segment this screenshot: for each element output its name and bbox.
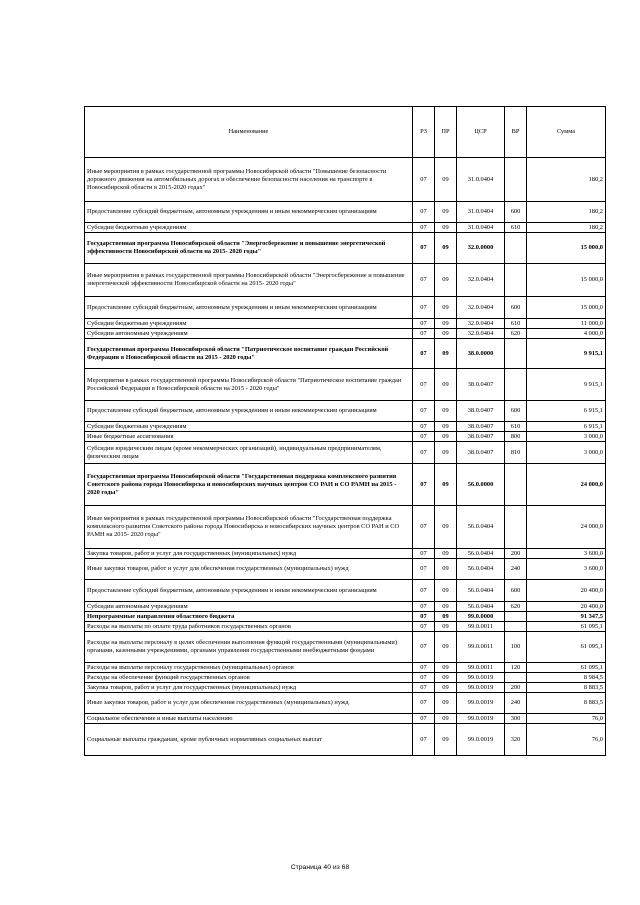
row-vr-cell [505, 369, 527, 401]
header-row [85, 107, 606, 158]
table-row [85, 673, 606, 683]
row-pr-cell: 09 [435, 233, 457, 264]
table-row [85, 549, 606, 559]
row-sum-cell: 9 915,1 [527, 369, 606, 401]
row-rz-cell: 07 [413, 158, 435, 202]
row-name-cell: Социальное обеспечение и иные выплаты населению [85, 714, 413, 724]
row-rz-cell: 07 [413, 549, 435, 559]
table-row [85, 432, 606, 442]
row-sum-cell: 6 915,1 [527, 401, 606, 422]
header-name: Наименование [85, 107, 413, 158]
row-name-cell: Непрограммные направления областного бюджета [85, 612, 413, 622]
header-rz: РЗ [413, 107, 435, 158]
row-sum-cell: 3 000,0 [527, 432, 606, 442]
row-pr-cell: 09 [435, 339, 457, 369]
row-sum-cell: 61 095,1 [527, 622, 606, 632]
row-sum-cell: 180,2 [527, 158, 606, 202]
row-vr-cell: 610 [505, 223, 527, 233]
row-rz-cell: 07 [413, 724, 435, 756]
row-pr-cell: 09 [435, 559, 457, 580]
table-row [85, 602, 606, 612]
table-header [85, 107, 606, 158]
row-sum-cell: 76,0 [527, 714, 606, 724]
row-vr-cell [505, 264, 527, 297]
row-name-cell: Субсидии бюджетным учреждениям [85, 319, 413, 329]
row-rz-cell: 07 [413, 622, 435, 632]
row-vr-cell [505, 464, 527, 506]
row-csr-cell: 32.0.0404 [457, 329, 505, 339]
row-vr-cell [505, 673, 527, 683]
table-row [85, 632, 606, 663]
row-sum-cell: 6 915,1 [527, 422, 606, 432]
row-rz-cell: 07 [413, 632, 435, 663]
row-vr-cell [505, 339, 527, 369]
row-name-cell: Мероприятия в рамках государственной программы Новосибирской области "Патриотическое воспитание граждан Российской Федерации в Новосибирской области на 2015 - 2020 годы" [85, 369, 413, 401]
row-csr-cell: 31.0.0404 [457, 223, 505, 233]
row-csr-cell: 31.0.0404 [457, 202, 505, 223]
row-rz-cell: 07 [413, 264, 435, 297]
row-sum-cell: 3 600,0 [527, 559, 606, 580]
row-rz-cell: 07 [413, 422, 435, 432]
row-sum-cell: 61 095,1 [527, 632, 606, 663]
row-pr-cell: 09 [435, 401, 457, 422]
row-rz-cell: 07 [413, 464, 435, 506]
table-row [85, 442, 606, 464]
row-vr-cell: 600 [505, 297, 527, 319]
row-csr-cell: 32.0.0000 [457, 233, 505, 264]
table-row [85, 401, 606, 422]
row-csr-cell: 56.0.0404 [457, 602, 505, 612]
row-rz-cell: 07 [413, 297, 435, 319]
row-vr-cell: 800 [505, 432, 527, 442]
row-vr-cell: 610 [505, 319, 527, 329]
row-sum-cell: 15 000,0 [527, 233, 606, 264]
row-sum-cell: 61 095,1 [527, 663, 606, 673]
row-rz-cell: 07 [413, 602, 435, 612]
row-name-cell: Государственная программа Новосибирской области "Патриотическое воспитание граждан Российской Федерации в Новосибирской области на 2015 - 2020 годы" [85, 339, 413, 369]
row-csr-cell: 56.0.0000 [457, 464, 505, 506]
row-rz-cell: 07 [413, 612, 435, 622]
row-sum-cell: 9 915,1 [527, 339, 606, 369]
table-row [85, 724, 606, 756]
row-sum-cell: 11 000,0 [527, 319, 606, 329]
row-rz-cell: 07 [413, 432, 435, 442]
row-vr-cell: 240 [505, 693, 527, 714]
row-vr-cell: 320 [505, 724, 527, 756]
row-sum-cell: 4 000,0 [527, 329, 606, 339]
row-name-cell: Закупка товаров, работ и услуг для государственных (муниципальных) нужд [85, 683, 413, 693]
table-row [85, 506, 606, 549]
row-name-cell: Расходы на выплаты персоналу государственных (муниципальных) органов [85, 663, 413, 673]
row-vr-cell: 620 [505, 602, 527, 612]
header-vr: ВР [505, 107, 527, 158]
row-pr-cell: 09 [435, 264, 457, 297]
table-row [85, 683, 606, 693]
row-rz-cell: 07 [413, 559, 435, 580]
table-row [85, 622, 606, 632]
row-sum-cell: 24 000,0 [527, 506, 606, 549]
row-pr-cell: 09 [435, 369, 457, 401]
table-row [85, 158, 606, 202]
row-pr-cell: 09 [435, 506, 457, 549]
row-sum-cell: 180,2 [527, 223, 606, 233]
row-csr-cell: 56.0.0404 [457, 559, 505, 580]
row-name-cell: Иные закупки товаров, работ и услуг для обеспечения государственных (муниципальных) нужд [85, 559, 413, 580]
row-pr-cell: 09 [435, 442, 457, 464]
row-vr-cell: 240 [505, 559, 527, 580]
table-row [85, 223, 606, 233]
row-pr-cell: 09 [435, 663, 457, 673]
row-pr-cell: 09 [435, 549, 457, 559]
row-vr-cell: 810 [505, 442, 527, 464]
row-sum-cell: 91 347,5 [527, 612, 606, 622]
row-csr-cell: 38.0.0407 [457, 422, 505, 432]
row-pr-cell: 09 [435, 622, 457, 632]
row-sum-cell: 8 883,5 [527, 693, 606, 714]
row-vr-cell [505, 506, 527, 549]
row-pr-cell: 09 [435, 683, 457, 693]
table-row [85, 464, 606, 506]
row-name-cell: Предоставление субсидий бюджетным, автономным учреждениям и иным некоммерческим организациям [85, 580, 413, 602]
table-row [85, 693, 606, 714]
table-row [85, 422, 606, 432]
row-rz-cell: 07 [413, 329, 435, 339]
row-rz-cell: 07 [413, 693, 435, 714]
row-vr-cell: 610 [505, 422, 527, 432]
row-csr-cell: 32.0.0404 [457, 319, 505, 329]
row-pr-cell: 09 [435, 158, 457, 202]
row-csr-cell: 99.0.0011 [457, 663, 505, 673]
row-vr-cell: 120 [505, 663, 527, 673]
row-pr-cell: 09 [435, 319, 457, 329]
row-name-cell: Иные мероприятия в рамках государственной программы Новосибирской области "Повышение безопасности дорожного движения на автомобильных дорогах и обеспечение безопасности населения на транспорте в Новосибирской области в 2015-2020 годах" [85, 158, 413, 202]
row-sum-cell: 76,0 [527, 724, 606, 756]
row-sum-cell: 180,2 [527, 202, 606, 223]
row-name-cell: Иные мероприятия в рамках государственной программы Новосибирской области "Энергосбережение и повышение энергетической эффективности Новосибирской области на 2015- 2020 годы" [85, 264, 413, 297]
table-row [85, 329, 606, 339]
row-sum-cell: 3 600,0 [527, 549, 606, 559]
row-rz-cell: 07 [413, 223, 435, 233]
row-rz-cell: 07 [413, 714, 435, 724]
row-pr-cell: 09 [435, 714, 457, 724]
table-row [85, 663, 606, 673]
row-csr-cell: 56.0.0404 [457, 506, 505, 549]
row-rz-cell: 07 [413, 202, 435, 223]
table-row [85, 339, 606, 369]
row-name-cell: Расходы на обеспечение функций государственных органов [85, 673, 413, 683]
row-rz-cell: 07 [413, 442, 435, 464]
row-sum-cell: 20 400,0 [527, 602, 606, 612]
table-row [85, 202, 606, 223]
row-pr-cell: 09 [435, 580, 457, 602]
row-rz-cell: 07 [413, 369, 435, 401]
row-pr-cell: 09 [435, 432, 457, 442]
row-rz-cell: 07 [413, 663, 435, 673]
table-row [85, 714, 606, 724]
table-row [85, 233, 606, 264]
row-pr-cell: 09 [435, 422, 457, 432]
row-pr-cell: 09 [435, 329, 457, 339]
table-body [85, 158, 606, 756]
row-csr-cell: 99.0.0019 [457, 693, 505, 714]
row-rz-cell: 07 [413, 401, 435, 422]
row-csr-cell: 99.0.0011 [457, 632, 505, 663]
row-vr-cell [505, 158, 527, 202]
table-row [85, 297, 606, 319]
row-vr-cell: 200 [505, 549, 527, 559]
row-rz-cell: 07 [413, 580, 435, 602]
row-vr-cell: 600 [505, 401, 527, 422]
row-sum-cell: 15 000,0 [527, 297, 606, 319]
row-csr-cell: 99.0.0019 [457, 683, 505, 693]
row-name-cell: Закупка товаров, работ и услуг для государственных (муниципальных) нужд [85, 549, 413, 559]
row-pr-cell: 09 [435, 223, 457, 233]
row-vr-cell: 300 [505, 714, 527, 724]
table-row [85, 559, 606, 580]
row-csr-cell: 38.0.0407 [457, 432, 505, 442]
row-name-cell: Предоставление субсидий бюджетным, автономным учреждениям и иным некоммерческим организациям [85, 401, 413, 422]
table-row [85, 612, 606, 622]
row-sum-cell: 24 000,0 [527, 464, 606, 506]
row-pr-cell: 09 [435, 693, 457, 714]
table-row [85, 369, 606, 401]
row-csr-cell: 31.0.0404 [457, 158, 505, 202]
header-sum: Сумма [527, 107, 606, 158]
row-csr-cell: 38.0.0407 [457, 442, 505, 464]
row-vr-cell: 600 [505, 202, 527, 223]
table-row [85, 580, 606, 602]
row-name-cell: Расходы на выплаты по оплате труда работников государственных органов [85, 622, 413, 632]
row-csr-cell: 38.0.0407 [457, 369, 505, 401]
row-name-cell: Субсидии автономным учреждениям [85, 329, 413, 339]
row-pr-cell: 09 [435, 297, 457, 319]
row-pr-cell: 09 [435, 464, 457, 506]
row-csr-cell: 99.0.0019 [457, 673, 505, 683]
row-csr-cell: 99.0.0011 [457, 622, 505, 632]
row-name-cell: Государственная программа Новосибирской области "Энергосбережение и повышение энергетической эффективности Новосибирской области на 2015- 2020 годы" [85, 233, 413, 264]
row-vr-cell: 200 [505, 683, 527, 693]
row-pr-cell: 09 [435, 724, 457, 756]
row-csr-cell: 56.0.0404 [457, 549, 505, 559]
row-sum-cell: 8 984,5 [527, 673, 606, 683]
row-rz-cell: 07 [413, 683, 435, 693]
row-pr-cell: 09 [435, 612, 457, 622]
budget-table [84, 106, 606, 756]
row-sum-cell: 8 883,5 [527, 683, 606, 693]
row-name-cell: Государственная программа Новосибирской области "Государственная поддержка комплексного развития Советского района города Новосибирска и новосибирских научных центров СО РАН и СО РАМН на 2015 - 2020 годы" [85, 464, 413, 506]
row-csr-cell: 56.0.0404 [457, 580, 505, 602]
row-name-cell: Социальные выплаты гражданам, кроме публичных нормативных социальных выплат [85, 724, 413, 756]
row-vr-cell: 100 [505, 632, 527, 663]
row-csr-cell: 99.0.0019 [457, 714, 505, 724]
row-pr-cell: 09 [435, 673, 457, 683]
row-name-cell: Иные закупки товаров, работ и услуг для обеспечения государственных (муниципальных) нужд [85, 693, 413, 714]
row-vr-cell [505, 233, 527, 264]
row-name-cell: Иные бюджетные ассигнования [85, 432, 413, 442]
row-sum-cell: 20 400,0 [527, 580, 606, 602]
row-sum-cell: 15 000,0 [527, 264, 606, 297]
row-sum-cell: 3 000,0 [527, 442, 606, 464]
row-vr-cell [505, 612, 527, 622]
row-rz-cell: 07 [413, 233, 435, 264]
row-pr-cell: 09 [435, 202, 457, 223]
row-csr-cell: 32.0.0404 [457, 297, 505, 319]
row-csr-cell: 99.0.0019 [457, 724, 505, 756]
row-pr-cell: 09 [435, 602, 457, 612]
table-row [85, 264, 606, 297]
table-row [85, 319, 606, 329]
row-name-cell: Предоставление субсидий бюджетным, автономным учреждениям и иным некоммерческим организациям [85, 202, 413, 223]
row-rz-cell: 07 [413, 339, 435, 369]
row-pr-cell: 09 [435, 632, 457, 663]
row-vr-cell [505, 622, 527, 632]
row-vr-cell: 600 [505, 580, 527, 602]
row-name-cell: Субсидии бюджетным учреждениям [85, 223, 413, 233]
row-csr-cell: 99.0.0000 [457, 612, 505, 622]
page-number: Страница 40 из 68 [290, 864, 350, 871]
row-name-cell: Расходы на выплаты персоналу в целях обеспечения выполнения функций государственными (муниципальными) органами, казенными учреждениями, органами управления государственными внебюджетными фондами [85, 632, 413, 663]
header-csr: ЦСР [457, 107, 505, 158]
row-name-cell: Субсидии автономным учреждениям [85, 602, 413, 612]
row-name-cell: Субсидии юридическим лицам (кроме некоммерческих организаций), индивидуальным предпринимателям, физическим лицам [85, 442, 413, 464]
row-rz-cell: 07 [413, 319, 435, 329]
header-pr: ПР [435, 107, 457, 158]
row-vr-cell: 620 [505, 329, 527, 339]
row-csr-cell: 32.0.0404 [457, 264, 505, 297]
row-name-cell: Предоставление субсидий бюджетным, автономным учреждениям и иным некоммерческим организациям [85, 297, 413, 319]
row-csr-cell: 38.0.0000 [457, 339, 505, 369]
row-rz-cell: 07 [413, 506, 435, 549]
row-csr-cell: 38.0.0407 [457, 401, 505, 422]
row-name-cell: Субсидии бюджетным учреждениям [85, 422, 413, 432]
row-rz-cell: 07 [413, 673, 435, 683]
row-name-cell: Иные мероприятия в рамках государственной программы Новосибирской области "Государственная поддержка комплексного развития Советского района города Новосибирска и новосибирских научных центров СО РАН и СО РАМН на 2015- 2020 годы" [85, 506, 413, 549]
